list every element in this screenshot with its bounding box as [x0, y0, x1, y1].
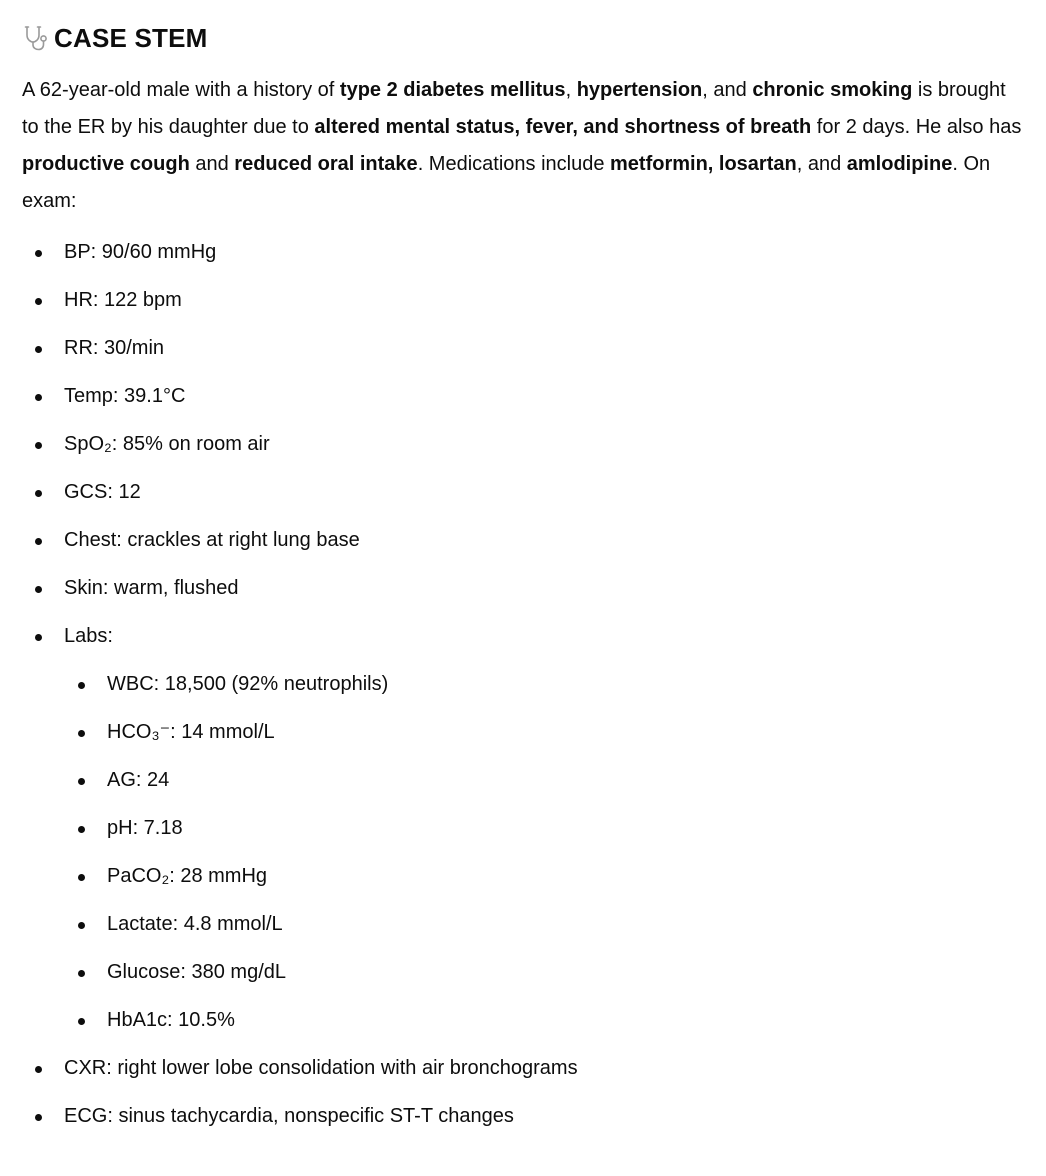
lab-item-hba1c: HbA1c: 10.5%: [22, 998, 1024, 1046]
list-item-skin: Skin: warm, flushed: [22, 566, 1024, 614]
page-title: CASE STEM: [54, 22, 208, 53]
list-item-spo2: SpO₂: 85% on room air: [22, 422, 1024, 470]
imaging-findings-list: [22, 1046, 1024, 1142]
lab-item-paco2: PaCO₂: 28 mmHg: [22, 854, 1024, 902]
lab-item-glucose: Glucose: 380 mg/dL: [22, 950, 1024, 998]
labs-sublist: [22, 662, 1024, 1046]
list-item-chest: Chest: crackles at right lung base: [22, 518, 1024, 566]
list-item-labs: Labs:: [22, 614, 1024, 662]
lab-item-lactate: Lactate: 4.8 mmol/L: [22, 902, 1024, 950]
list-item-bp: BP: 90/60 mmHg: [22, 230, 1024, 278]
list-item-rr: RR: 30/min: [22, 326, 1024, 374]
section-heading: [22, 18, 1024, 58]
list-item-cxr: CXR: right lower lobe consolidation with air bronchograms: [22, 1046, 1024, 1094]
lab-item-ag: AG: 24: [22, 758, 1024, 806]
list-item-hr: HR: 122 bpm: [22, 278, 1024, 326]
case-paragraph: A 62-year-old male with a history of type 2 diabetes mellitus, hypertension, and chronic smoking is brought to the ER by his daughter due to altered mental status, fever, and shortness of breath for 2 days. He also has productive cough and reduced oral intake. Medications include metformin, losartan, and amlodipine. On exam:: [22, 79, 1022, 212]
lab-item-ph: pH: 7.18: [22, 806, 1024, 854]
list-item-gcs: GCS: 12: [22, 470, 1024, 518]
lab-item-wbc: WBC: 18,500 (92% neutrophils): [22, 662, 1024, 710]
exam-findings-list: [22, 230, 1024, 662]
lab-item-hco3: HCO₃⁻: 14 mmol/L: [22, 710, 1024, 758]
list-item-ecg: ECG: sinus tachycardia, nonspecific ST-T changes: [22, 1094, 1024, 1142]
stethoscope-icon: [22, 24, 50, 52]
list-item-temp: Temp: 39.1°C: [22, 374, 1024, 422]
